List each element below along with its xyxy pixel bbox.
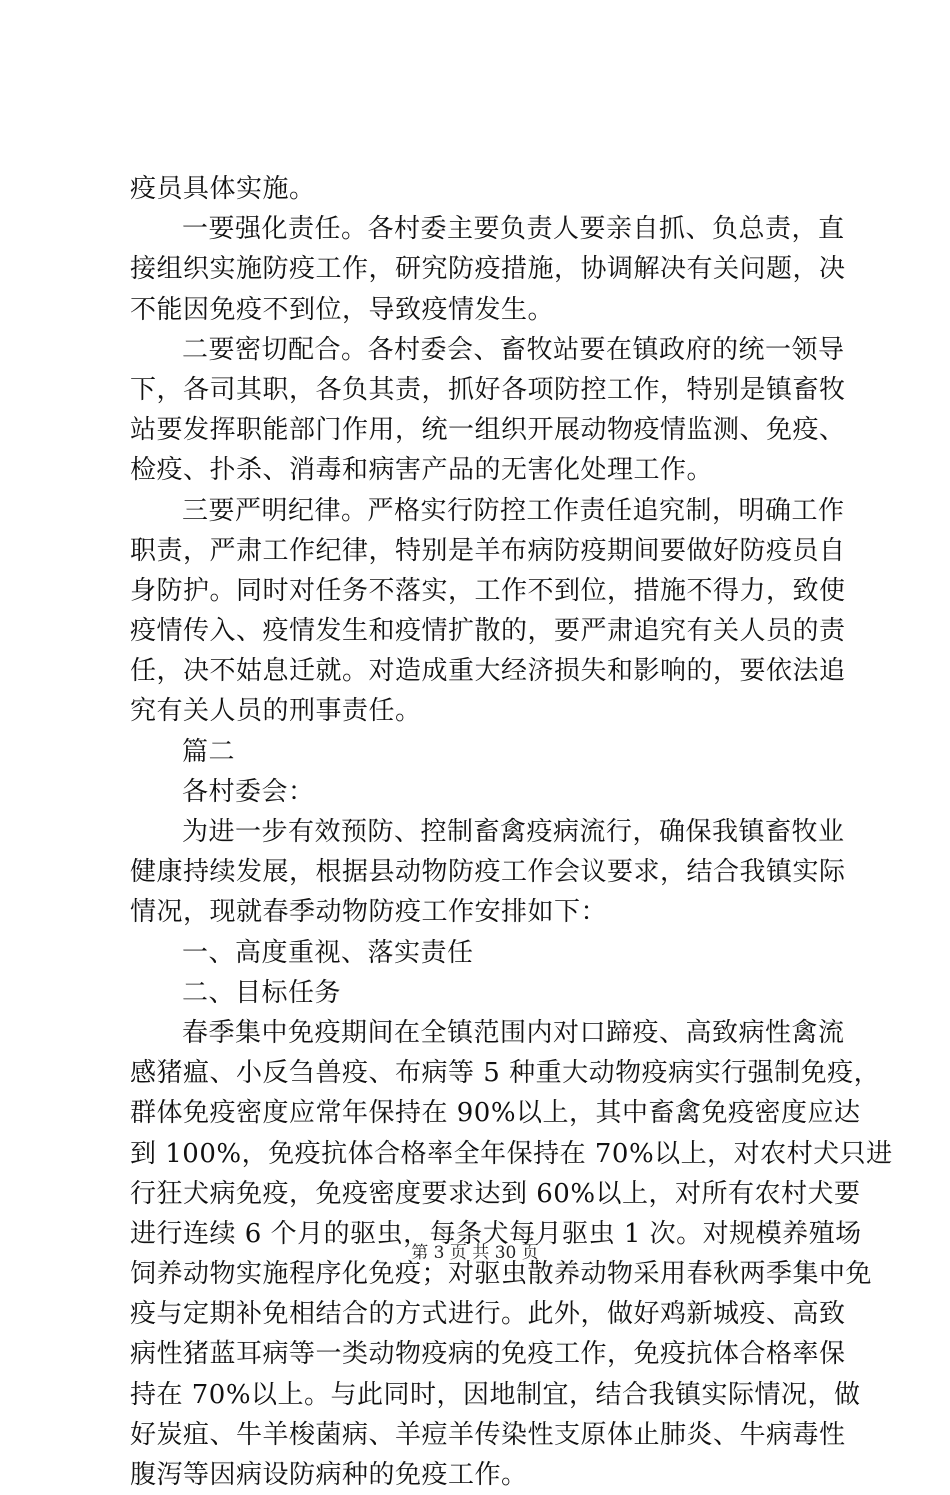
text-line: 到 100%，免疫抗体合格率全年保持在 70%以上，对农村犬只进 (130, 1138, 893, 1169)
text-line: 任，决不姑息迁就。对造成重大经济损失和影响的，要依法追 (130, 656, 846, 687)
text-line: 职责，严肃工作纪律，特别是羊布病防疫期间要做好防疫员自 (130, 535, 846, 566)
text-line: 持在 70%以上。与此同时，因地制宜，结合我镇实际情况，做 (130, 1379, 861, 1410)
text-line: 检疫、扑杀、消毒和病害产品的无害化处理工作。 (130, 455, 714, 486)
text-line: 疫员具体实施。 (130, 174, 316, 204)
text-line: 不能因免疫不到位，导致疫情发生。 (130, 294, 555, 325)
text-line: 一要强化责任。各村委主要负责人要亲自抓、负总责，直 (182, 214, 845, 245)
text-line: 篇二 (182, 736, 236, 767)
page-footer: 第 3 页 共 30 页 (411, 1243, 539, 1263)
text-line: 究有关人员的刑事责任。 (130, 696, 422, 727)
text-line: 各村委会： (182, 776, 315, 807)
text-line: 下，各司其职，各负其责，抓好各项防控工作，特别是镇畜牧 (130, 374, 846, 405)
text-line: 身防护。同时对任务不落实，工作不到位，措施不得力，致使 (130, 575, 846, 606)
text-line: 二、目标任务 (182, 977, 342, 1008)
text-line: 腹泻等因病设防病种的免疫工作。 (130, 1460, 528, 1490)
text-line: 站要发挥职能部门作用，统一组织开展动物疫情监测、免疫、 (130, 415, 846, 446)
text-line: 疫与定期补免相结合的方式进行。此外，做好鸡新城疫、高致 (130, 1299, 846, 1330)
text-line: 饲养动物实施程序化免疫；对驱虫散养动物采用春秋两季集中免 (130, 1259, 873, 1290)
text-line: 行狂犬病免疫，免疫密度要求达到 60%以上，对所有农村犬要 (130, 1178, 861, 1209)
text-line: 春季集中免疫期间在全镇范围内对口蹄疫、高致病性禽流 (182, 1017, 845, 1048)
text-line: 为进一步有效预防、控制畜禽疫病流行，确保我镇畜牧业 (182, 817, 845, 847)
text-line: 病性猪蓝耳病等一类动物疫病的免疫工作，免疫抗体合格率保 (130, 1339, 846, 1370)
text-line: 疫情传入、疫情发生和疫情扩散的，要严肃追究有关人员的责 (130, 616, 846, 647)
text-line: 健康持续发展，根据县动物防疫工作会议要求，结合我镇实际 (130, 857, 846, 888)
text-line: 情况，现就春季动物防疫工作安排如下： (130, 897, 608, 928)
text-line: 接组织实施防疫工作，研究防疫措施，协调解决有关问题，决 (130, 254, 846, 285)
document-body (130, 169, 893, 1495)
text-line: 三要严明纪律。严格实行防控工作责任追究制，明确工作 (182, 495, 845, 526)
text-line: 感猪瘟、小反刍兽疫、布病等 5 种重大动物疫病实行强制免疫， (130, 1058, 881, 1089)
text-line: 进行连续 6 个月的驱虫，每条犬每月驱虫 1 次。对规模养殖场 (130, 1218, 862, 1249)
text-line: 好炭疽、牛羊梭菌病、羊痘羊传染性支原体止肺炎、牛病毒性 (130, 1419, 846, 1450)
text-line: 群体免疫密度应常年保持在 90%以上，其中畜禽免疫密度应达 (130, 1098, 861, 1129)
text-line: 一、高度重视、落实责任 (182, 937, 474, 968)
text-line: 二要密切配合。各村委会、畜牧站要在镇政府的统一领导 (182, 334, 845, 365)
